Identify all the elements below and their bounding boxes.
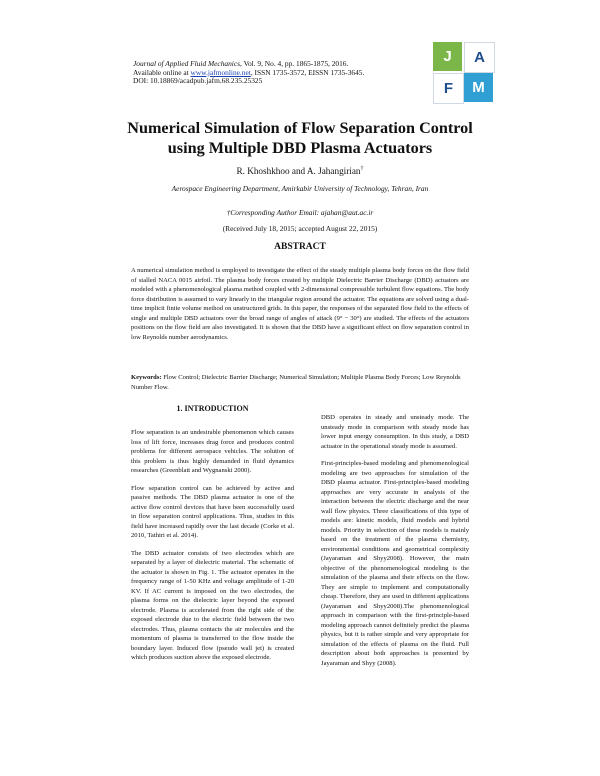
keywords	[131, 373, 469, 392]
right-column	[321, 413, 469, 676]
section-heading-introduction: 1. INTRODUCTION	[176, 404, 249, 413]
logo-letter-j: J	[433, 42, 462, 71]
received-dates: (Received July 18, 2015; accepted August 22, 2015)	[222, 224, 378, 233]
paragraph: The DBD actuator consists of two electrodes which are separated by a layer of dielectric material. The schematic of the actuator is shown in Fig. 1. The actuator operates in the frequency range of 1-50 KHz and voltage amplitude of 1-20 KV. If AC current is imposed on the two electrodes, the plasma forms on the dielectric layer beyond the exposed electrode. Plasma is accelerated from the right side of the exposed electrode due to the electric field between the two electrodes. Thus, plasma contacts the air molecules and the momentum of plasma is transferred to the flow inside the boundary layer. Induced flow (pseudo wall jet) is created which produces suction above the exposed electrode.	[131, 549, 294, 661]
author-names: R. Khoshkhoo and A. Jahangirian	[236, 166, 361, 177]
keywords-text: Flow Control; Dielectric Barrier Discharge; Numerical Simulation; Multiple Plasma Body Forces; Low Reynolds Number Flow.	[131, 374, 461, 391]
logo-letter-m: M	[464, 73, 493, 102]
abstract-heading: ABSTRACT	[274, 242, 326, 252]
journal-header	[133, 60, 463, 86]
doi: DOI: 10.18869/acadpub.jafm.68.235.25325	[133, 76, 263, 86]
authors	[100, 166, 500, 176]
journal-website-link[interactable]: www.jafmonline.net	[190, 67, 251, 77]
paragraph: DBD operates in steady and unsteady mode. The unsteady mode in comparison with steady mode has lower input energy consumption. In this study, a DBD actuator in the operational steady mode is assumed.	[321, 414, 469, 450]
paragraph: First-principles-based modeling and phenomenological modeling are two approaches for simulation of the DBD plasma actuator. First-principles-based modeling approaches are very accurate in analysis of the interaction between the electric discharge and the near wall flow physics. Three classifications of this type of models are: kinetic models, fluid models and hybrid models. Priority in selection of these models is mainly based on the treatment of the plasma chemistry, environmental conditions and geometrical complexity (Jayaraman and Shyy2008). However, the main objective of the phenomenological modeling is the simulation of the plasma and their effects on the flow. They are simple to implement and computationally cheap. Therefore, they are used in different applications (Jayaraman and Shyy2008).The phenomenological approach in comparison with the first-principle-based modeling approach cannot definitely predict the plasma physics, but it is rather simple and very appropriate for simulation of the effects of plasma on the fluid. Full description about both approaches is presented by Jayaraman and Shyy (2008).	[321, 460, 469, 667]
title-line-2: using Multiple DBD Plasma Actuators	[167, 139, 433, 157]
citation: , Vol. 9, No. 4, pp. 1865-1875, 2016.	[240, 59, 349, 68]
logo-letter-f: F	[433, 73, 464, 104]
affiliation: Aerospace Engineering Department, Amirkabir University of Technology, Tehran, Iran	[171, 184, 429, 193]
journal-name: Journal of Applied Fluid Mechanics	[133, 59, 241, 68]
left-column	[131, 428, 294, 671]
author-mark: †	[360, 166, 364, 172]
available-prefix: Available online at	[133, 67, 191, 77]
paragraph: Flow separation is an undesirable phenomenon which causes loss of lift force, increases drag force and produces control problems for different aerospace vehicles. The solution of this problem is thus highly demanded in fluid dynamics researches (Greenblatt and Wygnanski 2000).	[131, 429, 294, 474]
paragraph: Flow separation control can be achieved by active and passive methods. The DBD plasma actuator is one of the active flow control devices that have been successfully used in flow separation control applications. Thus, studies in this field have increased rapidly over the last decade (Corke et al. 2010, Tathiri et al. 2014).	[131, 484, 294, 539]
logo-letter-a: A	[464, 42, 495, 73]
abstract-text: A numerical simulation method is employed to investigate the effect of the steady multiple plasma body forces on the flow field of stalled NACA 0015 airfoil. The plasma body forces created by multiple Dielectric Barrier Discharge (DBD) actuators are modeled with a phenomenological plasma method coupled with 2-dimensional compressible turbulent flow equations. The body force distribution is assumed to vary linearly in the triangular region around the actuator. The equations are solved using a dual-time implicit finite volume method on unstructured grids. In this paper, the responses of the separated flow field to the effects of single and multiple DBD actuators over the broad range of angles of attack (9° − 30°) are studied. The effects of the actuators positions on the flow field are also investigated. It is shown that the DBD have a significant effect on flow separation control in low Reynolds number aerodynamics.	[131, 267, 469, 341]
jafm-logo	[433, 42, 495, 104]
issn: , ISSN 1735-3572, EISSN 1735-3645.	[250, 67, 365, 77]
corresponding-author: †Corresponding Author Email: ajahan@aut.ac.ir	[226, 208, 374, 217]
title-line-1: Numerical Simulation of Flow Separation Control	[127, 119, 473, 137]
paper-title	[100, 118, 500, 158]
keywords-label: Keywords:	[131, 374, 162, 381]
